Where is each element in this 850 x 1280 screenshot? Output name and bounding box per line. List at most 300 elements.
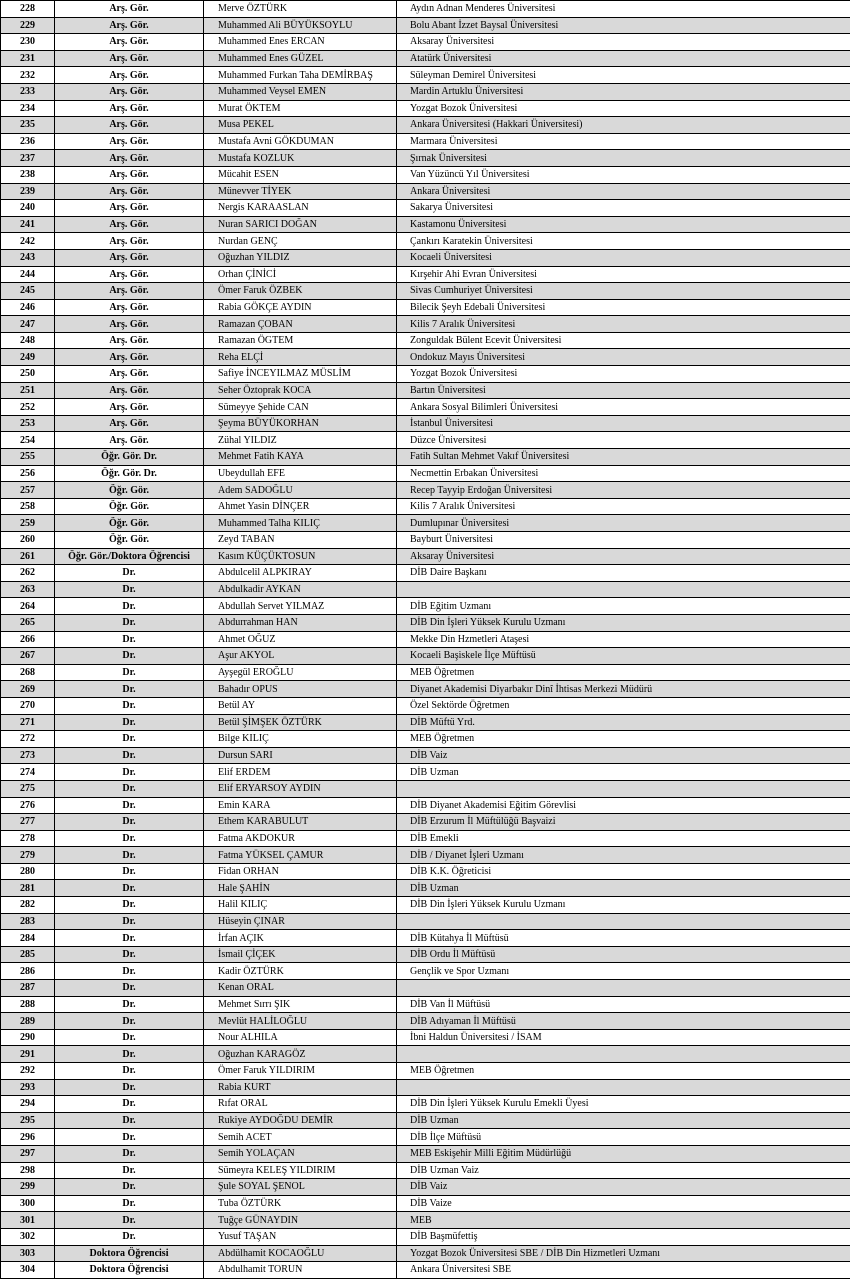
table-row [1, 1079, 850, 1096]
participant-name-cell: Yusuf TAŞAN [204, 1228, 397, 1245]
row-number-cell: 244 [1, 266, 55, 283]
participant-name-cell: Muhammed Ali BÜYÜKSOYLU [204, 17, 397, 34]
academic-title-cell: Dr. [55, 897, 204, 914]
institution-cell: MEB Öğretmen [397, 731, 850, 748]
participant-name-cell: Fatma AKDOKUR [204, 830, 397, 847]
institution-cell: Dumlupınar Üniversitesi [397, 515, 850, 532]
row-number-cell: 253 [1, 415, 55, 432]
academic-title-cell: Arş. Gör. [55, 100, 204, 117]
institution-cell: Aksaray Üniversitesi [397, 548, 850, 565]
row-number-cell: 276 [1, 797, 55, 814]
academic-title-cell: Arş. Gör. [55, 249, 204, 266]
institution-cell: DİB Vaiz [397, 747, 850, 764]
table-row [1, 432, 850, 449]
table-row [1, 946, 850, 963]
row-number-cell: 243 [1, 249, 55, 266]
table-row [1, 299, 850, 316]
institution-cell: İbni Haldun Üniversitesi / İSAM [397, 1029, 850, 1046]
participant-name-cell: Betül AY [204, 697, 397, 714]
table-row [1, 565, 850, 582]
academic-title-cell: Arş. Gör. [55, 1, 204, 18]
table-row [1, 648, 850, 665]
row-number-cell: 275 [1, 780, 55, 797]
row-number-cell: 296 [1, 1129, 55, 1146]
academic-title-cell: Öğr. Gör. Dr. [55, 465, 204, 482]
row-number-cell: 258 [1, 498, 55, 515]
participant-name-cell: Tuğçe GÜNAYDIN [204, 1212, 397, 1229]
participant-name-cell: Nergis KARAASLAN [204, 200, 397, 217]
table-row [1, 117, 850, 134]
table-row [1, 631, 850, 648]
table-row [1, 1112, 850, 1129]
institution-cell: MEB Eskişehir Milli Eğitim Müdürlüğü [397, 1145, 850, 1162]
participant-name-cell: Ayşegül EROĞLU [204, 664, 397, 681]
institution-cell: MEB Öğretmen [397, 664, 850, 681]
academic-title-cell: Arş. Gör. [55, 299, 204, 316]
participant-name-cell: Ramazan ÖGTEM [204, 332, 397, 349]
table-row [1, 863, 850, 880]
academic-title-cell: Arş. Gör. [55, 133, 204, 150]
participant-name-cell: Nuran SARICI DOĞAN [204, 216, 397, 233]
row-number-cell: 301 [1, 1212, 55, 1229]
institution-cell: Atatürk Üniversitesi [397, 50, 850, 67]
row-number-cell: 262 [1, 565, 55, 582]
participant-name-cell: Mücahit ESEN [204, 166, 397, 183]
participant-name-cell: Adem SADOĞLU [204, 482, 397, 499]
participant-name-cell: Reha ELÇİ [204, 349, 397, 366]
participant-name-cell: Münevver TİYEK [204, 183, 397, 200]
table-row [1, 913, 850, 930]
institution-cell: Kilis 7 Aralık Üniversitesi [397, 498, 850, 515]
academic-title-cell: Dr. [55, 980, 204, 997]
academic-title-cell: Dr. [55, 880, 204, 897]
institution-cell: DİB Daire Başkanı [397, 565, 850, 582]
table-row [1, 332, 850, 349]
table-row [1, 532, 850, 549]
academic-title-cell: Dr. [55, 863, 204, 880]
participant-name-cell: Dursun SARI [204, 747, 397, 764]
row-number-cell: 299 [1, 1179, 55, 1196]
row-number-cell: 246 [1, 299, 55, 316]
row-number-cell: 250 [1, 366, 55, 383]
academic-title-cell: Arş. Gör. [55, 166, 204, 183]
table-row [1, 1262, 850, 1279]
row-number-cell: 235 [1, 117, 55, 134]
table-row [1, 930, 850, 947]
row-number-cell: 295 [1, 1112, 55, 1129]
academic-title-cell: Dr. [55, 565, 204, 582]
academic-title-cell: Dr. [55, 830, 204, 847]
table-row [1, 731, 850, 748]
institution-cell: DİB Uzman [397, 880, 850, 897]
academic-title-cell: Arş. Gör. [55, 34, 204, 51]
institution-cell: Süleyman Demirel Üniversitesi [397, 67, 850, 84]
participant-name-cell: Mevlüt HALİLOĞLU [204, 1013, 397, 1030]
row-number-cell: 236 [1, 133, 55, 150]
table-row [1, 1145, 850, 1162]
institution-cell: Düzce Üniversitesi [397, 432, 850, 449]
academic-title-cell: Öğr. Gör. [55, 482, 204, 499]
table-row [1, 515, 850, 532]
table-row [1, 581, 850, 598]
row-number-cell: 298 [1, 1162, 55, 1179]
academic-title-cell: Dr. [55, 1096, 204, 1113]
participant-name-cell: Abdulkadir AYKAN [204, 581, 397, 598]
row-number-cell: 267 [1, 648, 55, 665]
institution-cell: DİB Din İşleri Yüksek Kurulu Emekli Üyesi [397, 1096, 850, 1113]
participant-name-cell: Abdulhamit TORUN [204, 1262, 397, 1279]
row-number-cell: 287 [1, 980, 55, 997]
row-number-cell: 261 [1, 548, 55, 565]
row-number-cell: 280 [1, 863, 55, 880]
participant-name-cell: Mehmet Fatih KAYA [204, 449, 397, 466]
institution-cell: Ankara Üniversitesi [397, 183, 850, 200]
institution-cell: Aksaray Üniversitesi [397, 34, 850, 51]
table-row [1, 233, 850, 250]
participant-name-cell: Şule SOYAL ŞENOL [204, 1179, 397, 1196]
participant-name-cell: Fatma YÜKSEL ÇAMUR [204, 847, 397, 864]
institution-cell: Yozgat Bozok Üniversitesi [397, 366, 850, 383]
table-row [1, 747, 850, 764]
academic-title-cell: Arş. Gör. [55, 150, 204, 167]
institution-cell: DİB İlçe Müftüsü [397, 1129, 850, 1146]
institution-cell: Zonguldak Bülent Ecevit Üniversitesi [397, 332, 850, 349]
table-row [1, 1179, 850, 1196]
row-number-cell: 228 [1, 1, 55, 18]
table-row [1, 1195, 850, 1212]
row-number-cell: 232 [1, 67, 55, 84]
table-row [1, 830, 850, 847]
table-row [1, 598, 850, 615]
participant-name-cell: Sümeyye Şehide CAN [204, 399, 397, 416]
table-row [1, 614, 850, 631]
academic-title-cell: Dr. [55, 631, 204, 648]
row-number-cell: 285 [1, 946, 55, 963]
academic-title-cell: Öğr. Gör. [55, 532, 204, 549]
table-row [1, 366, 850, 383]
academic-title-cell: Dr. [55, 664, 204, 681]
institution-cell: DİB Van İl Müftüsü [397, 996, 850, 1013]
participant-name-cell: Elif ERYARSOY AYDIN [204, 780, 397, 797]
academic-title-cell: Dr. [55, 681, 204, 698]
academic-title-cell: Dr. [55, 598, 204, 615]
participant-name-cell: Hüseyin ÇINAR [204, 913, 397, 930]
participant-name-cell: Zühal YILDIZ [204, 432, 397, 449]
participant-name-cell: Sümeyra KELEŞ YILDIRIM [204, 1162, 397, 1179]
institution-cell: Van Yüzüncü Yıl Üniversitesi [397, 166, 850, 183]
institution-cell: DİB Başmüfettiş [397, 1228, 850, 1245]
row-number-cell: 231 [1, 50, 55, 67]
table-row [1, 183, 850, 200]
table-row [1, 1, 850, 18]
academic-title-cell: Arş. Gör. [55, 283, 204, 300]
participant-name-cell: Semih ACET [204, 1129, 397, 1146]
table-row [1, 681, 850, 698]
academic-title-cell: Dr. [55, 648, 204, 665]
participant-name-cell: Oğuzhan YILDIZ [204, 249, 397, 266]
table-row [1, 697, 850, 714]
institution-cell: Kocaeli Başiskele İlçe Müftüsü [397, 648, 850, 665]
table-row [1, 415, 850, 432]
academic-title-cell: Dr. [55, 581, 204, 598]
institution-cell: Bayburt Üniversitesi [397, 532, 850, 549]
row-number-cell: 268 [1, 664, 55, 681]
participant-name-cell: Fidan ORHAN [204, 863, 397, 880]
academic-title-cell: Dr. [55, 814, 204, 831]
participant-name-cell: Mehmet Sırrı ŞIK [204, 996, 397, 1013]
participant-name-cell: Oğuzhan KARAGÖZ [204, 1046, 397, 1063]
table-row [1, 1245, 850, 1262]
institution-cell: Özel Sektörde Öğretmen [397, 697, 850, 714]
academic-title-cell: Arş. Gör. [55, 266, 204, 283]
participant-name-cell: Zeyd TABAN [204, 532, 397, 549]
row-number-cell: 279 [1, 847, 55, 864]
row-number-cell: 266 [1, 631, 55, 648]
participant-name-cell: Abdülhamit KOCAOĞLU [204, 1245, 397, 1262]
institution-cell: Recep Tayyip Erdoğan Üniversitesi [397, 482, 850, 499]
row-number-cell: 248 [1, 332, 55, 349]
academic-title-cell: Dr. [55, 1145, 204, 1162]
participant-name-cell: Kenan ORAL [204, 980, 397, 997]
row-number-cell: 255 [1, 449, 55, 466]
participant-name-cell: Elif ERDEM [204, 764, 397, 781]
institution-cell [397, 581, 850, 598]
participant-name-cell: Ubeydullah EFE [204, 465, 397, 482]
academic-title-cell: Dr. [55, 1063, 204, 1080]
academic-title-cell: Dr. [55, 614, 204, 631]
row-number-cell: 277 [1, 814, 55, 831]
participant-name-cell: Rukiye AYDOĞDU DEMİR [204, 1112, 397, 1129]
row-number-cell: 269 [1, 681, 55, 698]
row-number-cell: 265 [1, 614, 55, 631]
row-number-cell: 288 [1, 996, 55, 1013]
academic-title-cell: Dr. [55, 1013, 204, 1030]
academic-title-cell: Dr. [55, 913, 204, 930]
academic-title-cell: Arş. Gör. [55, 216, 204, 233]
row-number-cell: 233 [1, 83, 55, 100]
participant-name-cell: Bahadır OPUS [204, 681, 397, 698]
institution-cell: Bilecik Şeyh Edebali Üniversitesi [397, 299, 850, 316]
academic-title-cell: Dr. [55, 780, 204, 797]
institution-cell: Bartın Üniversitesi [397, 382, 850, 399]
row-number-cell: 289 [1, 1013, 55, 1030]
institution-cell: Kocaeli Üniversitesi [397, 249, 850, 266]
institution-cell: Yozgat Bozok Üniversitesi [397, 100, 850, 117]
academic-title-cell: Dr. [55, 731, 204, 748]
institution-cell: DİB Erzurum İl Müftülüğü Başvaizi [397, 814, 850, 831]
participant-name-cell: Merve ÖZTÜRK [204, 1, 397, 18]
table-row [1, 34, 850, 51]
row-number-cell: 259 [1, 515, 55, 532]
table-row [1, 50, 850, 67]
row-number-cell: 254 [1, 432, 55, 449]
row-number-cell: 278 [1, 830, 55, 847]
row-number-cell: 238 [1, 166, 55, 183]
table-row [1, 266, 850, 283]
academic-title-cell: Öğr. Gör. Dr. [55, 449, 204, 466]
institution-cell: Ankara Üniversitesi SBE [397, 1262, 850, 1279]
institution-cell: Ondokuz Mayıs Üniversitesi [397, 349, 850, 366]
institution-cell: Kastamonu Üniversitesi [397, 216, 850, 233]
participant-name-cell: Musa PEKEL [204, 117, 397, 134]
participant-name-cell: Betül ŞİMŞEK ÖZTÜRK [204, 714, 397, 731]
academic-title-cell: Arş. Gör. [55, 67, 204, 84]
institution-cell: DİB Vaiz [397, 1179, 850, 1196]
table-row [1, 980, 850, 997]
row-number-cell: 292 [1, 1063, 55, 1080]
table-row [1, 249, 850, 266]
table-row [1, 1029, 850, 1046]
row-number-cell: 240 [1, 200, 55, 217]
row-number-cell: 251 [1, 382, 55, 399]
row-number-cell: 264 [1, 598, 55, 615]
table-row [1, 880, 850, 897]
row-number-cell: 283 [1, 913, 55, 930]
academic-title-cell: Dr. [55, 1129, 204, 1146]
row-number-cell: 300 [1, 1195, 55, 1212]
participant-name-cell: Hale ŞAHİN [204, 880, 397, 897]
table-row [1, 17, 850, 34]
participant-name-cell: Muhammed Talha KILIÇ [204, 515, 397, 532]
institution-cell: Mardin Artuklu Üniversitesi [397, 83, 850, 100]
table-row [1, 1063, 850, 1080]
institution-cell: DİB Ordu İl Müftüsü [397, 946, 850, 963]
row-number-cell: 237 [1, 150, 55, 167]
academic-title-cell: Dr. [55, 1112, 204, 1129]
participant-name-cell: Şeyma BÜYÜKORHAN [204, 415, 397, 432]
table-row [1, 498, 850, 515]
institution-cell: Mekke Din Hzmetleri Ataşesi [397, 631, 850, 648]
academic-title-cell: Dr. [55, 1195, 204, 1212]
participant-name-cell: Ahmet OĞUZ [204, 631, 397, 648]
participant-name-cell: Semih YOLAÇAN [204, 1145, 397, 1162]
academic-title-cell: Dr. [55, 747, 204, 764]
academic-title-cell: Dr. [55, 1212, 204, 1229]
academic-title-cell: Arş. Gör. [55, 349, 204, 366]
row-number-cell: 270 [1, 697, 55, 714]
participant-name-cell: Ömer Faruk ÖZBEK [204, 283, 397, 300]
participant-name-cell: Nour ALHILA [204, 1029, 397, 1046]
institution-cell: Ankara Sosyal Bilimleri Üniversitesi [397, 399, 850, 416]
institution-cell [397, 913, 850, 930]
academic-title-cell: Arş. Gör. [55, 432, 204, 449]
institution-cell: DİB Emekli [397, 830, 850, 847]
row-number-cell: 249 [1, 349, 55, 366]
table-row [1, 714, 850, 731]
institution-cell: MEB Öğretmen [397, 1063, 850, 1080]
institution-cell [397, 980, 850, 997]
table-row [1, 100, 850, 117]
participant-name-cell: Tuba ÖZTÜRK [204, 1195, 397, 1212]
participant-name-cell: Bilge KILIÇ [204, 731, 397, 748]
participant-name-cell: Ramazan ÇOBAN [204, 316, 397, 333]
row-number-cell: 241 [1, 216, 55, 233]
table-row [1, 150, 850, 167]
institution-cell: Kilis 7 Aralık Üniversitesi [397, 316, 850, 333]
table-row [1, 83, 850, 100]
participant-name-cell: Muhammed Enes GÜZEL [204, 50, 397, 67]
academic-title-cell: Dr. [55, 714, 204, 731]
institution-cell: Yozgat Bozok Üniversitesi SBE / DİB Din Hizmetleri Uzmanı [397, 1245, 850, 1262]
table-row [1, 1212, 850, 1229]
table-row [1, 482, 850, 499]
institution-cell: Fatih Sultan Mehmet Vakıf Üniversitesi [397, 449, 850, 466]
participant-table-body [1, 1, 850, 1279]
row-number-cell: 290 [1, 1029, 55, 1046]
institution-cell [397, 1046, 850, 1063]
institution-cell: DİB K.K. Öğreticisi [397, 863, 850, 880]
row-number-cell: 293 [1, 1079, 55, 1096]
participant-name-cell: Seher Öztoprak KOCA [204, 382, 397, 399]
academic-title-cell: Dr. [55, 946, 204, 963]
institution-cell: DİB Kütahya İl Müftüsü [397, 930, 850, 947]
institution-cell: DİB Eğitim Uzmanı [397, 598, 850, 615]
participant-name-cell: Abdullah Servet YILMAZ [204, 598, 397, 615]
participant-name-cell: İrfan AÇIK [204, 930, 397, 947]
academic-title-cell: Dr. [55, 1179, 204, 1196]
table-row [1, 897, 850, 914]
table-row [1, 797, 850, 814]
row-number-cell: 274 [1, 764, 55, 781]
row-number-cell: 247 [1, 316, 55, 333]
row-number-cell: 242 [1, 233, 55, 250]
academic-title-cell: Dr. [55, 1046, 204, 1063]
row-number-cell: 263 [1, 581, 55, 598]
institution-cell: DİB Din İşleri Yüksek Kurulu Uzmanı [397, 614, 850, 631]
participant-name-cell: İsmail ÇİÇEK [204, 946, 397, 963]
participant-name-cell: Mustafa KOZLUK [204, 150, 397, 167]
row-number-cell: 302 [1, 1228, 55, 1245]
academic-title-cell: Dr. [55, 930, 204, 947]
academic-title-cell: Arş. Gör. [55, 332, 204, 349]
table-row [1, 67, 850, 84]
institution-cell: Çankırı Karatekin Üniversitesi [397, 233, 850, 250]
institution-cell: DİB Vaize [397, 1195, 850, 1212]
row-number-cell: 256 [1, 465, 55, 482]
table-row [1, 200, 850, 217]
table-row [1, 963, 850, 980]
table-row [1, 465, 850, 482]
academic-title-cell: Arş. Gör. [55, 50, 204, 67]
academic-title-cell: Doktora Öğrencisi [55, 1262, 204, 1279]
table-row [1, 349, 850, 366]
table-row [1, 1046, 850, 1063]
academic-title-cell: Arş. Gör. [55, 117, 204, 134]
participant-name-cell: Safiye İNCEYILMAZ MÜSLİM [204, 366, 397, 383]
academic-title-cell: Dr. [55, 847, 204, 864]
row-number-cell: 230 [1, 34, 55, 51]
participant-name-cell: Kadir ÖZTÜRK [204, 963, 397, 980]
table-row [1, 814, 850, 831]
institution-cell [397, 1079, 850, 1096]
row-number-cell: 282 [1, 897, 55, 914]
row-number-cell: 281 [1, 880, 55, 897]
participant-name-cell: Rabia KURT [204, 1079, 397, 1096]
academic-title-cell: Dr. [55, 1228, 204, 1245]
table-row [1, 133, 850, 150]
participant-name-cell: Rıfat ORAL [204, 1096, 397, 1113]
institution-cell: Ankara Üniversitesi (Hakkari Üniversitesi) [397, 117, 850, 134]
row-number-cell: 294 [1, 1096, 55, 1113]
institution-cell: Sakarya Üniversitesi [397, 200, 850, 217]
academic-title-cell: Dr. [55, 797, 204, 814]
academic-title-cell: Öğr. Gör./Doktora Öğrencisi [55, 548, 204, 565]
academic-title-cell: Arş. Gör. [55, 183, 204, 200]
participant-name-cell: Aşur AKYOL [204, 648, 397, 665]
row-number-cell: 234 [1, 100, 55, 117]
institution-cell: DİB Uzman Vaiz [397, 1162, 850, 1179]
table-row [1, 316, 850, 333]
